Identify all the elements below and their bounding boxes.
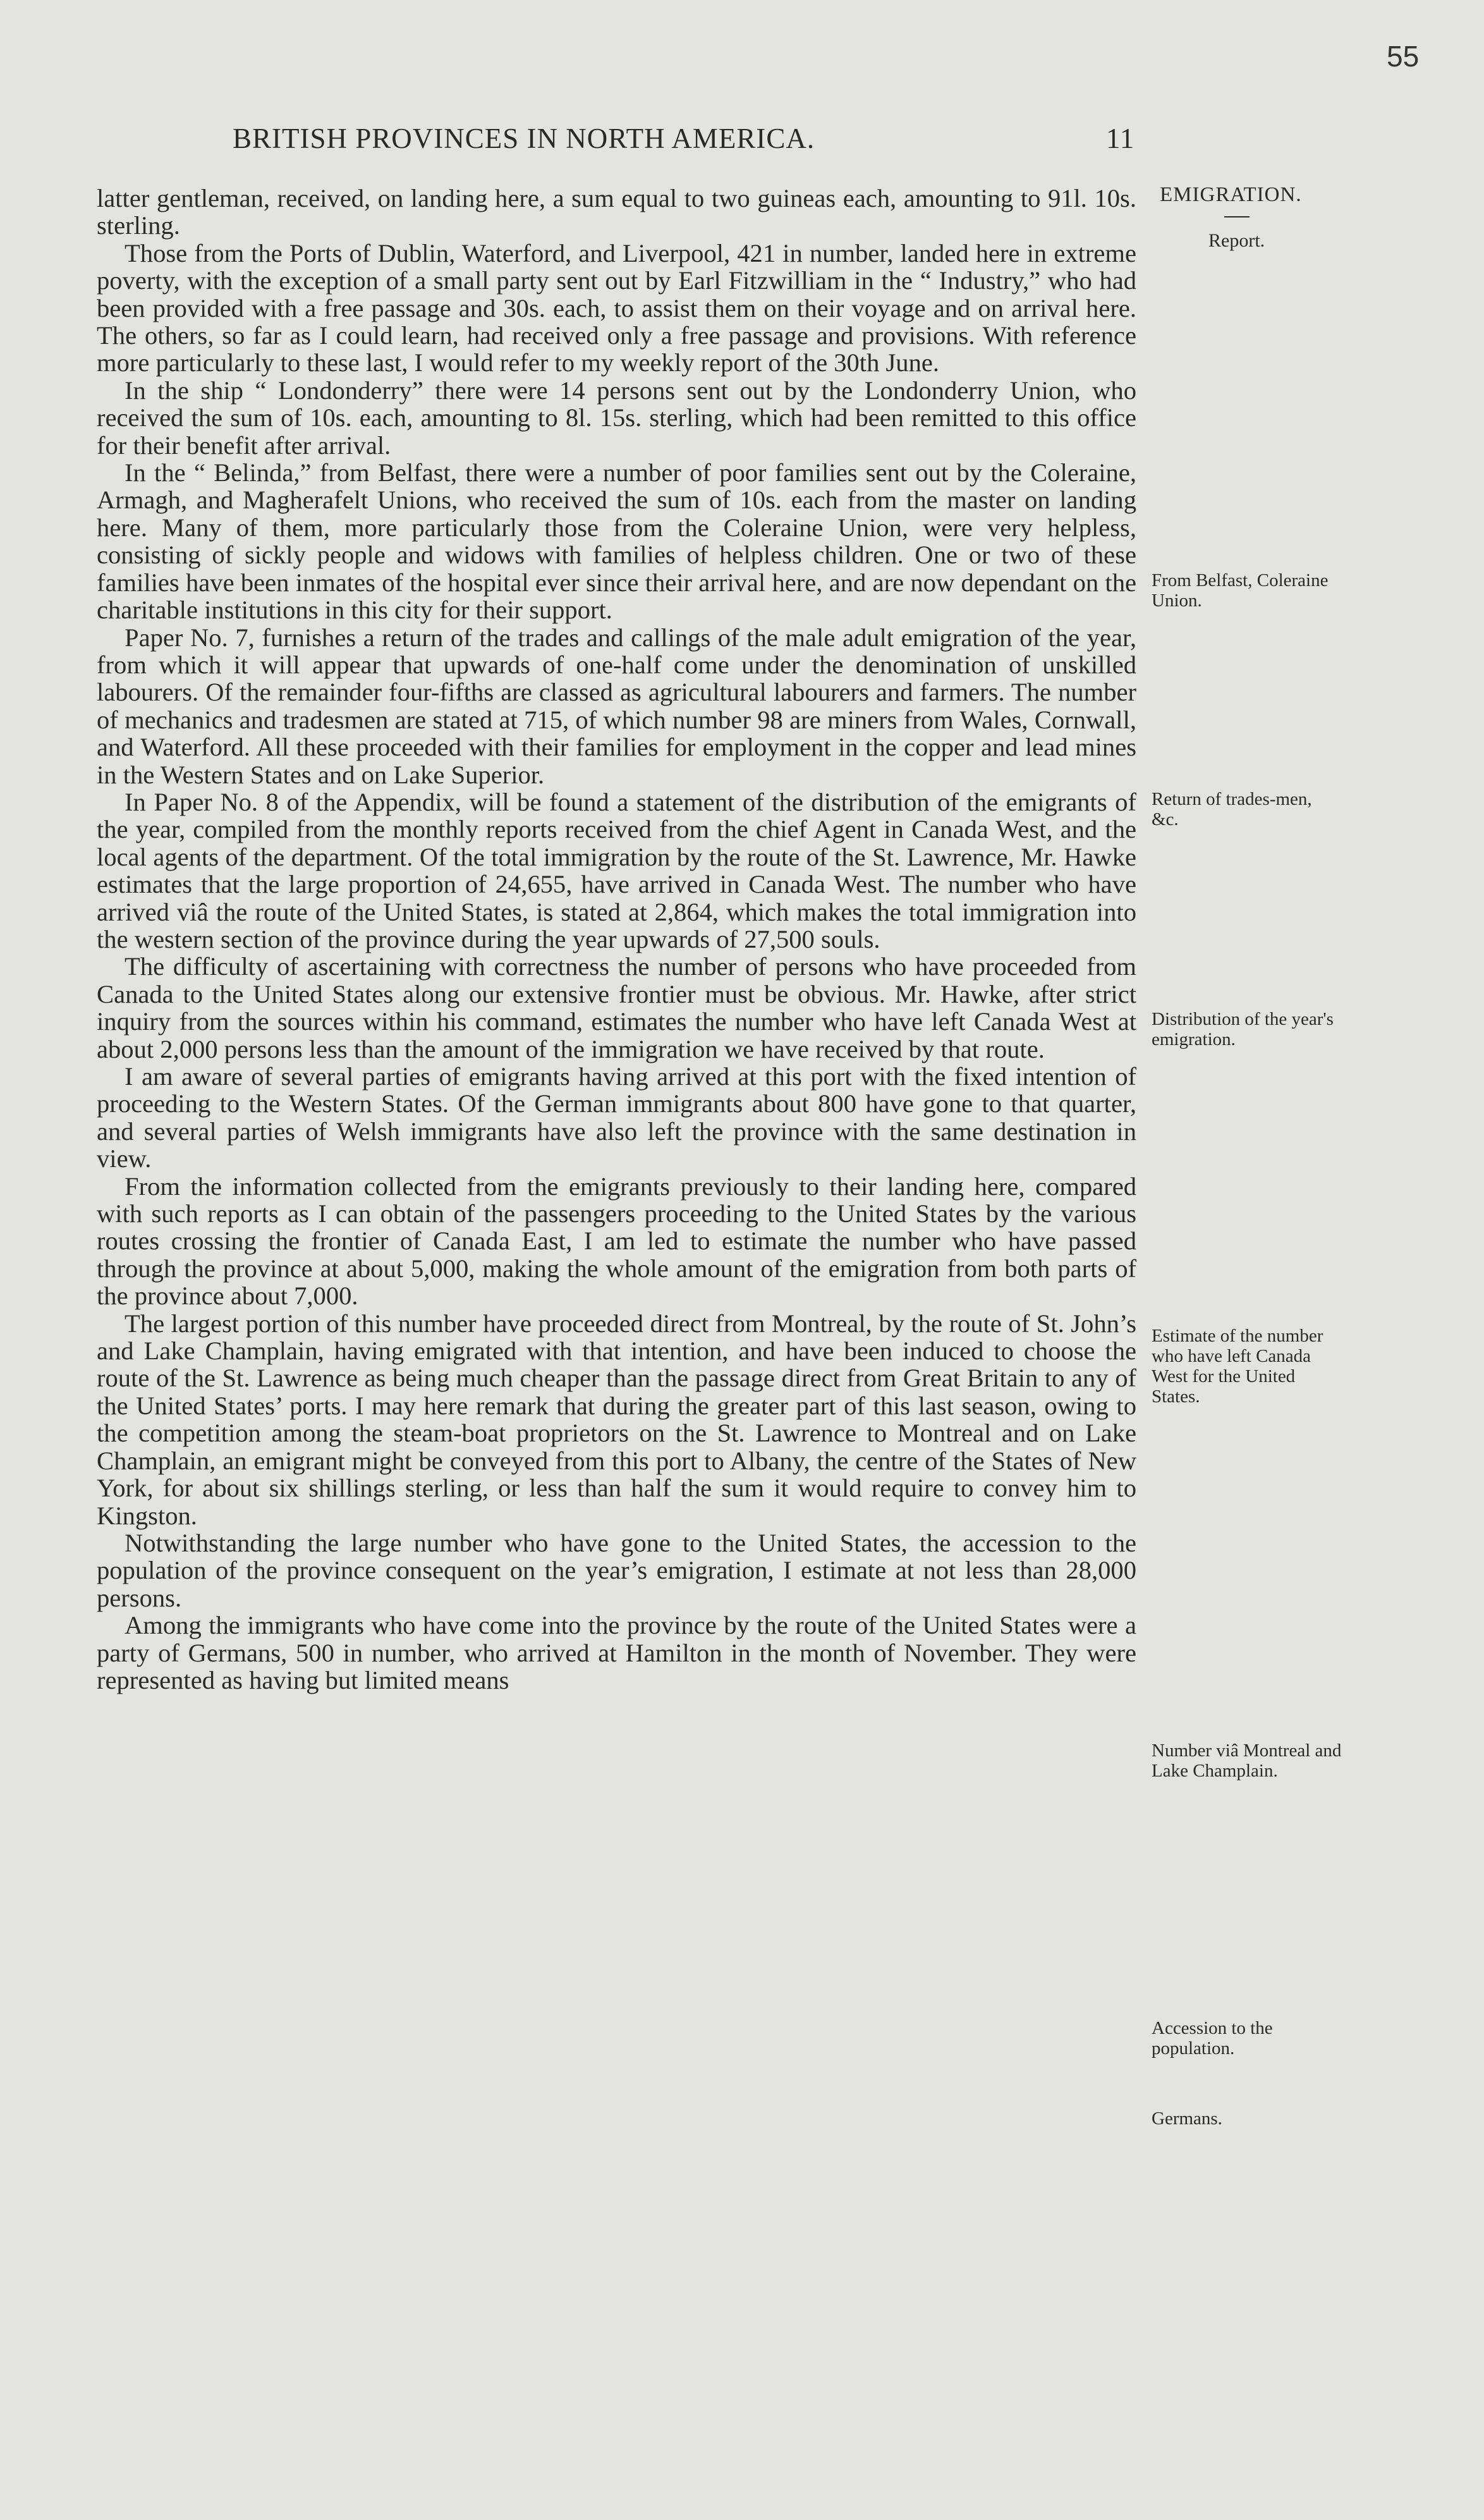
- paragraph: In the ship “ Londonderry” there were 14 persons sent out by the Londonderry Union, who received the sum of 10s. each, amounting to 8l. 15s. sterling, which had been remitted to this office for their benefit after arrival.: [97, 376, 1136, 460]
- paragraph: From the information collected from the emigrants previously to their landing here, compared with such reports as I can obtain of the passengers proceeding to the United States by the various routes crossing the frontier of Canada East, I am led to estimate the number who have passed through the province at about 5,000, making the whole amount of the emigration from both parts of the province about 7,000.: [97, 1171, 1136, 1311]
- paragraph: In Paper No. 8 of the Appendix, will be found a statement of the distribution of the emigrants of the year, compiled from the monthly reports received from the chief Agent in Canada West, and the local agents of the department. Of the total immigration by the route of the St. Lawrence, Mr. Hawke estimates that the large proportion of 24,655, have arrived in Canada West. The number who have arrived viâ the route of the United States, is stated at 2,864, which makes the total immigration into the western section of the province during the year upwards of 27,500 souls.: [97, 787, 1136, 953]
- paragraph: Notwithstanding the large number who have gone to the United States, the accession to the population of the province consequent on the year’s emigration, I estimate at not less than 28,000 persons.: [97, 1528, 1136, 1612]
- margin-note-accession: Accession to the population.: [1152, 2018, 1273, 2058]
- margin-rule: [1224, 216, 1250, 217]
- running-head-folio: 11: [1106, 123, 1135, 154]
- margin-section-heading: EMIGRATION.: [1160, 183, 1302, 206]
- margin-report-label: Report.: [1208, 230, 1265, 251]
- paragraph: The difficulty of ascertaining with correctness the number of persons who have proceeded from Canada to the United States along our extensive frontier must be obvious. Mr. Hawke, after strict inquiry from the sources within his command, estimates the number who have left Canada West at about 2,000 persons less than the amount of the immigration we have received by that route.: [97, 952, 1136, 1063]
- margin-note-estimate: Estimate of the number who have left Canada West for the United States.: [1152, 1326, 1323, 1407]
- running-head-title: BRITISH PROVINCES IN NORTH AMERICA.: [233, 123, 815, 154]
- margin-note-distribution: Distribution of the year's emigration.: [1152, 1009, 1334, 1049]
- margin-note-belfast: From Belfast, Coleraine Union.: [1152, 570, 1329, 611]
- page-number: 55: [1387, 40, 1420, 73]
- paragraph: Those from the Ports of Dublin, Waterford, and Liverpool, 421 in number, landed here in extreme poverty, with the exception of a small party sent out by Earl Fitzwilliam in the “ Industry,” who had been provided with a free passage and 30s. each, to assist them on their voyage and on arrival here. The others, so far as I could learn, had received only a free passage and provisions. With reference more particularly to these last, I would refer to my weekly report of the 30th June.: [97, 238, 1136, 377]
- paragraph: The largest portion of this number have proceeded direct from Montreal, by the route of St. John’s and Lake Champlain, having emigrated with that intention, and have been induced to choose the route of the St. Lawrence as being much cheaper than the passage direct from Great Britain to any of the United States’ ports. I may here remark that during the greater part of this last season, owing to the competition among the steam-boat proprietors on the St. Lawrence to Montreal and on Lake Champlain, an emigrant might be conveyed from this port to Albany, the centre of the States of New York, for about six shillings sterling, or less than half the sum it would require to convey him to Kingston.: [97, 1309, 1136, 1530]
- margin-note-montreal: Number viâ Montreal and Lake Champlain.: [1152, 1740, 1342, 1781]
- margin-note-germans: Germans.: [1152, 2108, 1222, 2129]
- paragraph: latter gentleman, received, on landing here, a sum equal to two guineas each, amounting to 91l. 10s. sterling.: [97, 184, 1136, 240]
- paragraph: I am aware of several parties of emigrants having arrived at this port with the fixed intention of proceeding to the Western States. Of the German immigrants about 800 have gone to that quarter, and several parties of Welsh immigrants have also left the province with the same destination in view.: [97, 1062, 1136, 1173]
- body-text: [97, 185, 1136, 1694]
- paragraph: In the “ Belinda,” from Belfast, there were a number of poor families sent out by the Coleraine, Armagh, and Magherafelt Unions, who received the sum of 10s. each from the master on landing here. Many of them, more particularly those from the Coleraine Union, were very helpless, consisting of sickly people and widows with families of helpless children. One or two of these families have been inmates of the hospital ever since their arrival here, and are now dependant on the charitable institutions in this city for their support.: [97, 458, 1136, 625]
- paragraph: Among the immigrants who have come into the province by the route of the United States were a party of Germans, 500 in number, who arrived at Hamilton in the month of November. They were represented as having but limited means: [97, 1611, 1136, 1694]
- paragraph: Paper No. 7, furnishes a return of the trades and callings of the male adult emigration of the year, from which it will appear that upwards of one-half come under the denomination of unskilled labourers. Of the remainder four-fifths are classed as agricultural labourers and farmers. The number of mechanics and tradesmen are stated at 715, of which number 98 are miners from Wales, Cornwall, and Waterford. All these proceeded with their families for employment in the copper and lead mines in the Western States and on Lake Superior.: [97, 623, 1136, 789]
- margin-note-tradesmen: Return of trades-men, &c.: [1152, 789, 1312, 829]
